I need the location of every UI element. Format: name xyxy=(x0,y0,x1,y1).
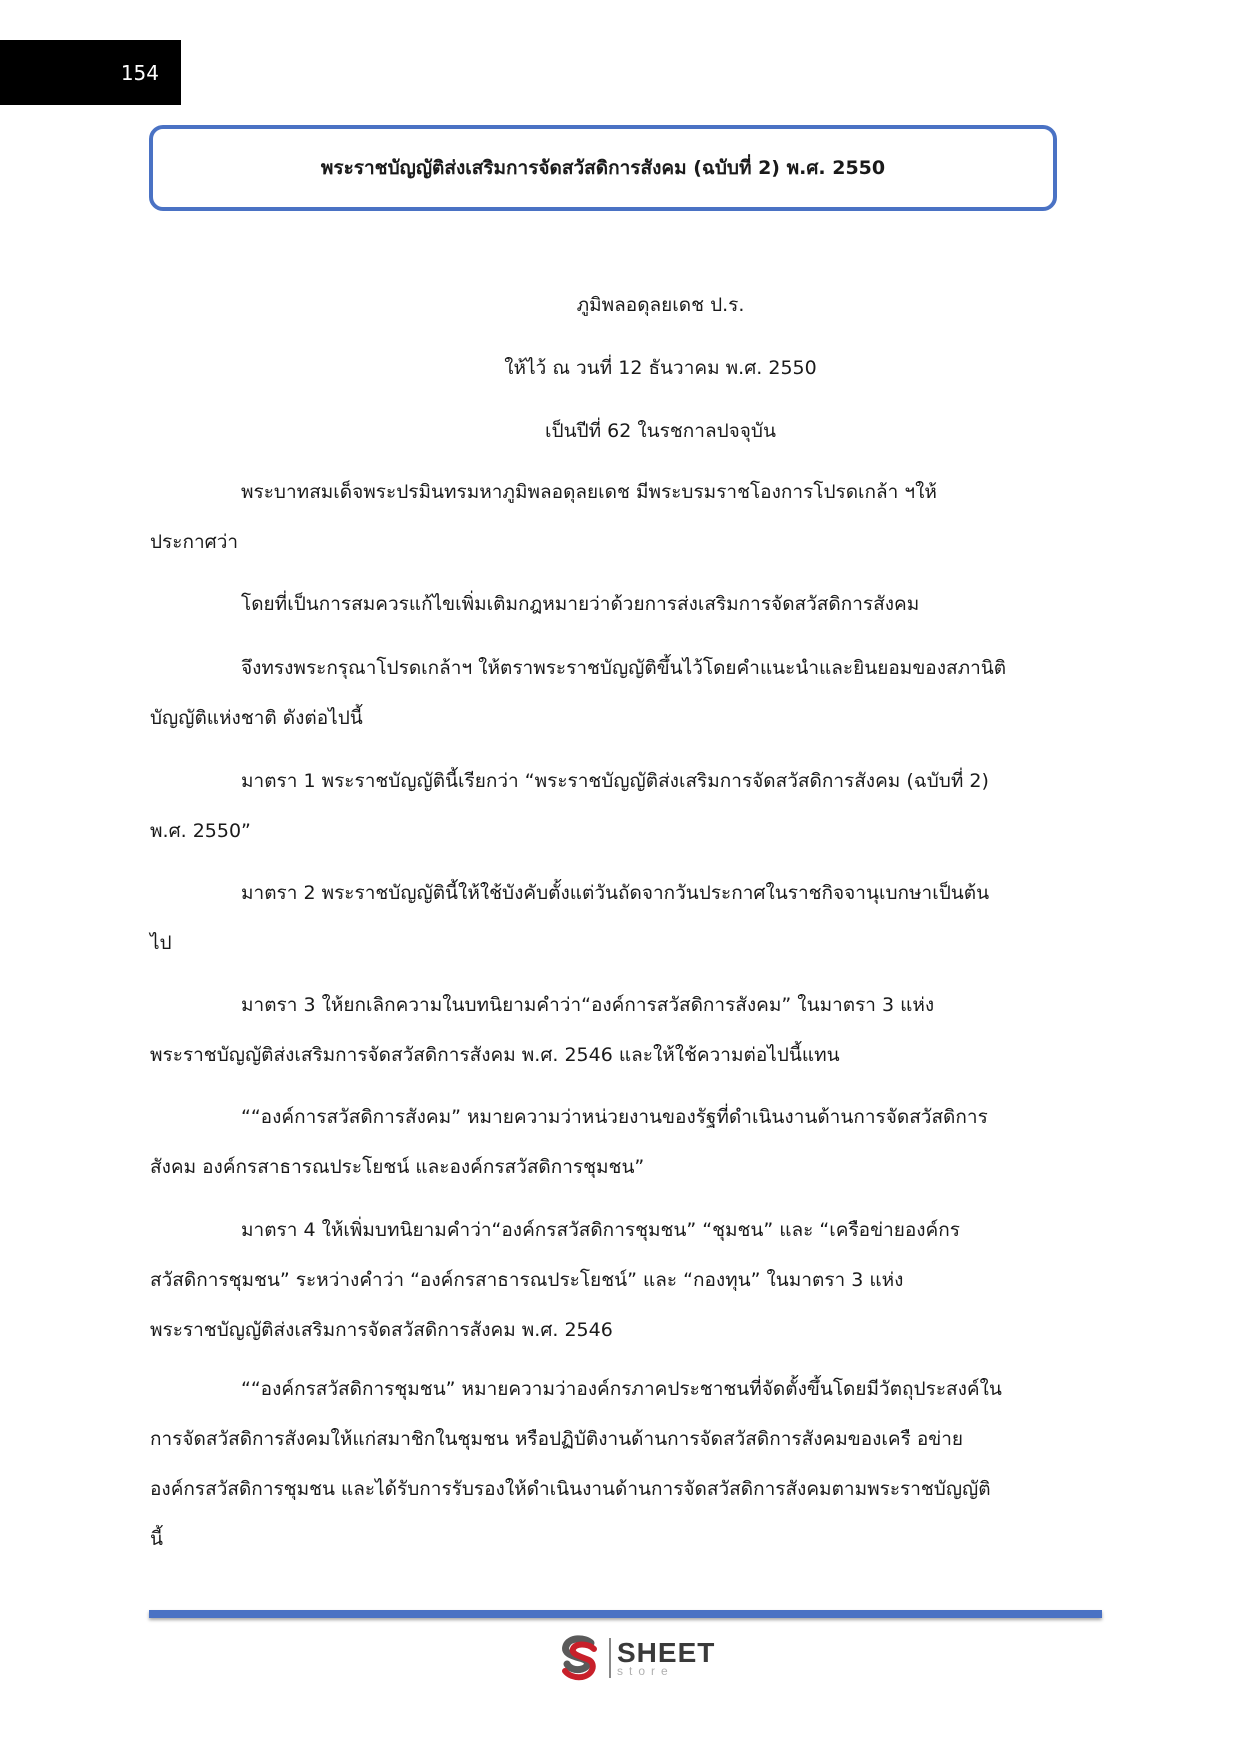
signature-line: ภูมิพลอดุลยเดช ป.ร. xyxy=(576,294,745,316)
paragraph-line: ประกาศว่า xyxy=(150,531,239,553)
community-definition-paragraph xyxy=(150,1364,1055,1564)
preamble-paragraph xyxy=(150,467,1055,567)
section-1-paragraph xyxy=(150,756,1055,856)
paragraph-line: บัญญัติแห่งชาติ ดังต่อไปนี้ xyxy=(150,707,363,729)
title-box xyxy=(149,125,1057,211)
paragraph-line: สวัสดิการชุมชน” ระหว่างคำว่า “องค์กรสาธารณประโยชน์” และ “กองทุน” ในมาตรา 3 แห่ง xyxy=(150,1269,904,1291)
paragraph-line: นี้ xyxy=(150,1528,163,1550)
logo-word: SHEET xyxy=(617,1637,716,1668)
paragraph-line: พระราชบัญญัติส่งเสริมการจัดสวัสดิการสังคม พ.ศ. 2546 xyxy=(150,1319,613,1341)
paragraph-line: ไป xyxy=(150,932,172,954)
paragraph-line: มาตรา 4 ให้เพิ่มบทนิยามคำว่า“องค์กรสวัสดิการชุมชน” “ชุมชน” และ “เครือข่ายองค์กร xyxy=(241,1219,960,1241)
reason-paragraph xyxy=(150,579,1055,629)
section-3-paragraph xyxy=(150,980,1055,1080)
paragraph-line: มาตรา 1 พระราชบัญญัตินี้เรียกว่า “พระราชบัญญัติส่งเสริมการจัดสวัสดิการสังคม (ฉบับที่ 2) xyxy=(241,770,989,792)
logo-separator xyxy=(609,1638,611,1678)
enactment-paragraph xyxy=(150,643,1055,743)
document-title: พระราชบัญญัติส่งเสริมการจัดสวัสดิการสังคม (ฉบับที่ 2) พ.ศ. 2550 xyxy=(320,157,886,179)
paragraph-line: ““องค์กรสวัสดิการชุมชน” หมายความว่าองค์กรภาคประชาชนที่จัดตั้งขึ้นโดยมีวัตถุประสงค์ใน xyxy=(241,1378,1002,1400)
paragraph-line: มาตรา 2 พระราชบัญญัตินี้ให้ใช้บังคับตั้งแต่วันถัดจากวันประกาศในราชกิจจานุเบกษาเป็นต้น xyxy=(241,882,990,904)
sheet-store-logo xyxy=(555,1632,715,1684)
sheet-logo-icon xyxy=(555,1633,605,1683)
paragraph-line: โดยที่เป็นการสมควรแก้ไขเพิ่มเติมกฎหมายว่าด้วยการส่งเสริมการจัดสวัสดิการสังคม xyxy=(241,593,920,615)
logo-text xyxy=(617,1639,715,1677)
paragraph-line: จึงทรงพระกรุณาโปรดเกล้าฯ ให้ตราพระราชบัญญัติขึ้นไว้โดยคำแนะนำและยินยอมของสภานิติ xyxy=(241,657,1007,679)
page-number: 154 xyxy=(0,40,181,105)
definition-paragraph xyxy=(150,1092,1055,1192)
paragraph-line: พระราชบัญญัติส่งเสริมการจัดสวัสดิการสังคม พ.ศ. 2546 และให้ใช้ความต่อไปนี้แทน xyxy=(150,1044,840,1066)
paragraph-line: ““องค์การสวัสดิการสังคม” หมายความว่าหน่วยงานของรัฐที่ดำเนินงานด้านการจัดสวัสดิการ xyxy=(241,1106,988,1128)
paragraph-line: สังคม องค์กรสาธารณประโยชน์ และองค์กรสวัสดิการชุมชน” xyxy=(150,1156,645,1178)
paragraph-line: พระบาทสมเด็จพระปรมินทรมหาภูมิพลอดุลยเดช มีพระบรมราชโองการโปรดเกล้า ฯให้ xyxy=(241,481,937,503)
reign-year-line: เป็นปีที่ 62 ในรชกาลปจจุบัน xyxy=(545,420,776,442)
section-4-paragraph xyxy=(150,1205,1055,1355)
paragraph-line: มาตรา 3 ให้ยกเลิกความในบทนิยามคำว่า“องค์การสวัสดิการสังคม” ในมาตรา 3 แห่ง xyxy=(241,994,935,1016)
paragraph-line: พ.ศ. 2550” xyxy=(150,820,251,842)
paragraph-line: การจัดสวัสดิการสังคมให้แก่สมาชิกในชุมชน หรือปฏิบัติงานด้านการจัดสวัสดิการสังคมของเครื อข่าย xyxy=(150,1428,964,1450)
paragraph-line: องค์กรสวัสดิการชุมชน และได้รับการรับรองให้ดำเนินงานด้านการจัดสวัสดิการสังคมตามพระราชบัญญัติ xyxy=(150,1478,991,1500)
section-2-paragraph xyxy=(150,868,1055,968)
footer-rule xyxy=(149,1610,1102,1618)
logo-subtitle: store xyxy=(617,1664,674,1678)
date-line: ให้ไว้ ณ วนที่ 12 ธันวาคม พ.ศ. 2550 xyxy=(504,357,817,379)
